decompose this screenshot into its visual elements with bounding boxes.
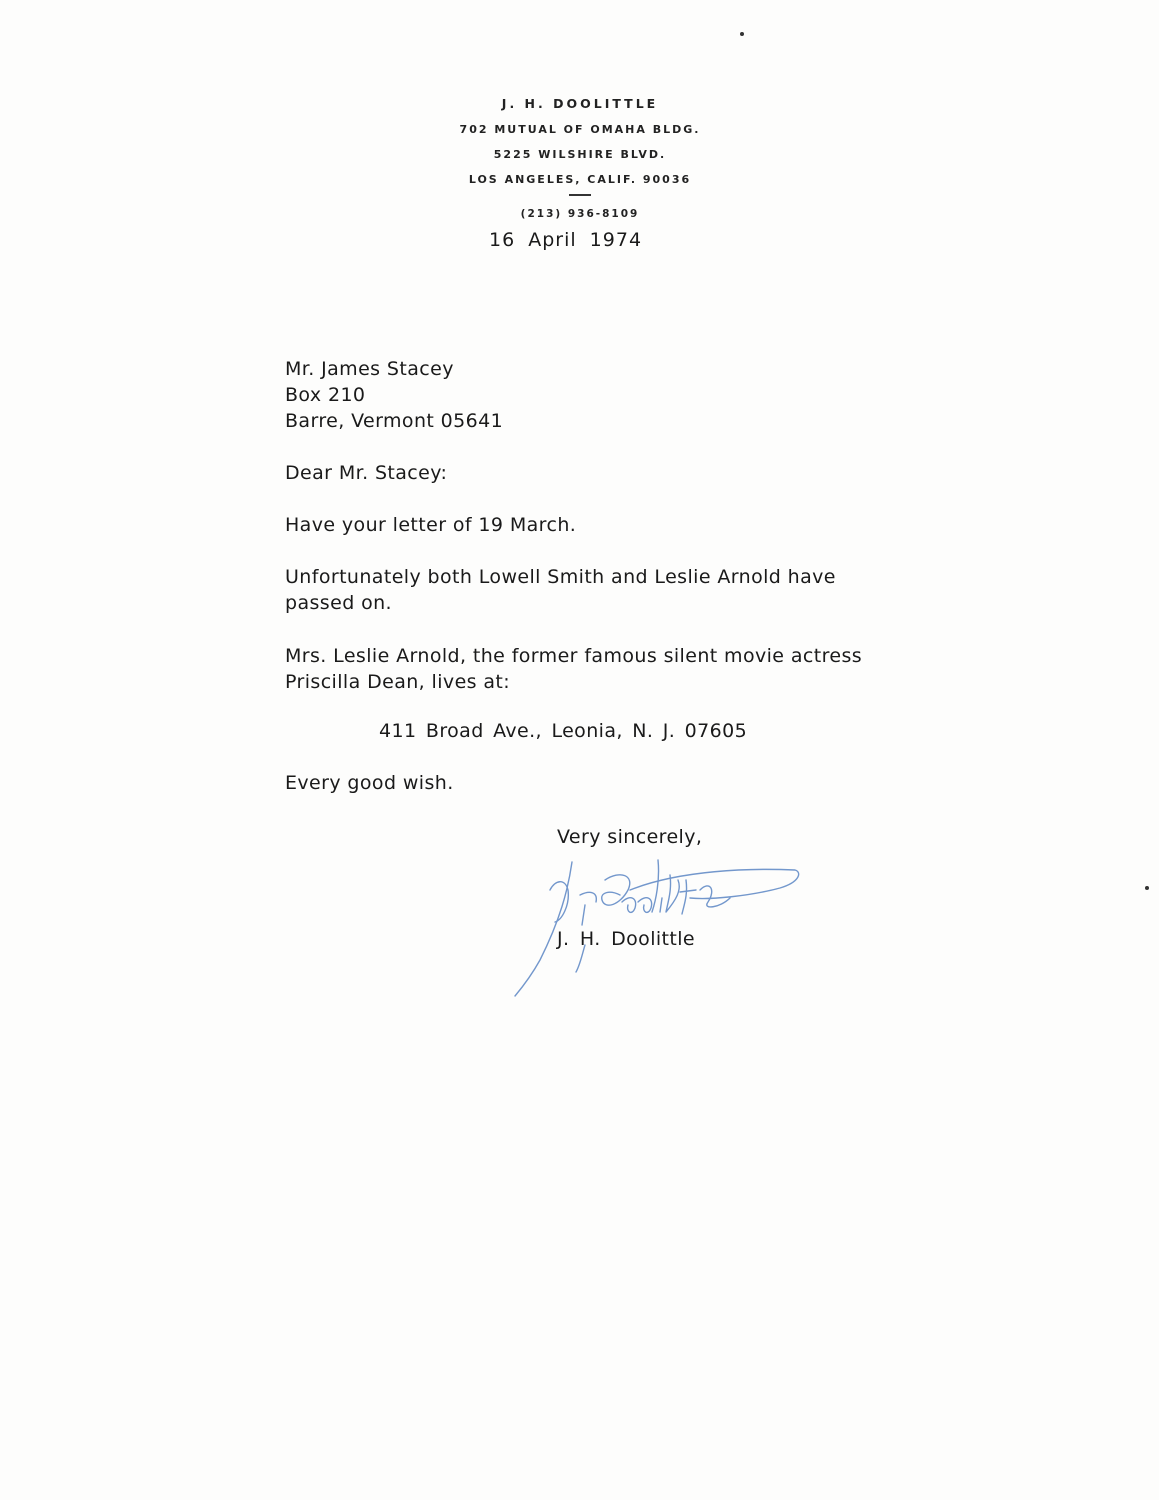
- body-paragraph-2-line-2: passed on.: [285, 592, 392, 614]
- signature-name: J. H. Doolittle: [557, 928, 696, 950]
- handwritten-signature: [510, 850, 810, 1000]
- salutation: Dear Mr. Stacey:: [285, 462, 448, 484]
- letterhead-phone: (213) 936-8109: [520, 207, 640, 220]
- recipient-name: Mr. James Stacey: [285, 358, 454, 380]
- letterhead-address-line-1: 702 MUTUAL OF OMAHA BLDG.: [459, 123, 701, 136]
- paper-speck: [740, 32, 744, 36]
- body-paragraph-3-line-1: Mrs. Leslie Arnold, the former famous silent movie actress: [285, 645, 863, 667]
- paper-speck: [1145, 886, 1149, 890]
- recipient-address-line-1: Box 210: [285, 384, 366, 406]
- body-paragraph-3-line-2: Priscilla Dean, lives at:: [285, 671, 511, 693]
- letterhead-divider: [569, 194, 591, 196]
- body-paragraph-2-line-1: Unfortunately both Lowell Smith and Leslie Arnold have: [285, 566, 836, 588]
- letter-date: 16 April 1974: [489, 229, 643, 251]
- closing: Very sincerely,: [557, 826, 703, 848]
- forwarding-address: 411 Broad Ave., Leonia, N. J. 07605: [379, 720, 748, 742]
- letterhead-address-line-3: LOS ANGELES, CALIF. 90036: [468, 173, 692, 186]
- recipient-address-line-2: Barre, Vermont 05641: [285, 410, 504, 432]
- letterhead: [380, 96, 780, 220]
- letterhead-address-line-2: 5225 WILSHIRE BLVD.: [493, 148, 667, 161]
- letterhead-name: J. H. DOOLITTLE: [501, 96, 659, 111]
- body-paragraph-4: Every good wish.: [285, 772, 454, 794]
- body-paragraph-1: Have your letter of 19 March.: [285, 514, 577, 536]
